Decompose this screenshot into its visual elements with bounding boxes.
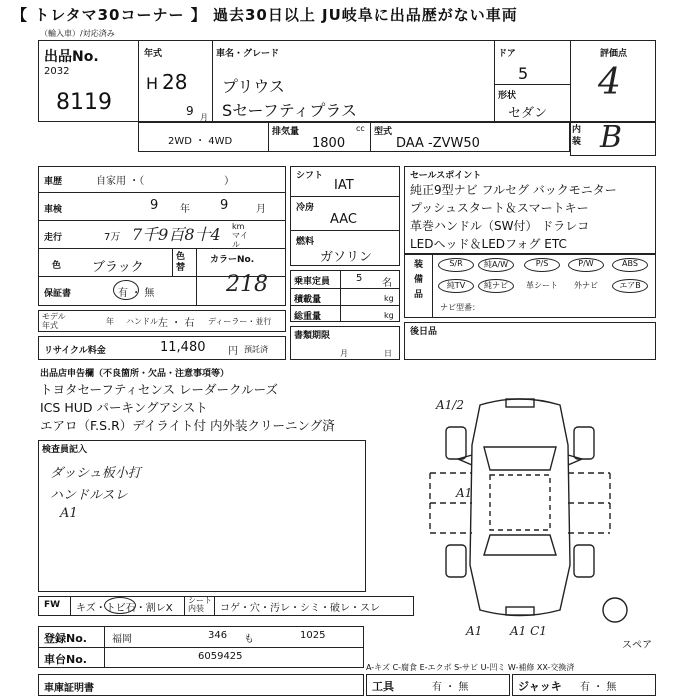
diagram-note-side: A1	[456, 486, 473, 500]
interior-label: 内装	[572, 125, 582, 147]
recycle-label: リサイクル料金	[44, 346, 106, 356]
declaration-line-1: トヨタセーフティセンス レーダークルーズ	[40, 382, 278, 397]
fw-circle	[104, 597, 136, 614]
chassis-label: 車台No.	[44, 653, 87, 666]
type-value: DAA -ZVW50	[396, 136, 480, 151]
diagram-note-bottom1: A1	[466, 624, 483, 638]
aircon-value: AAC	[330, 212, 357, 227]
warranty-circle	[113, 280, 139, 300]
chassis-value: 6059425	[198, 651, 243, 662]
declaration-label: 出品店申告欄（不良箇所・欠品・注意事項等）	[40, 369, 230, 379]
sales-line-4: LEDヘッド＆LEDフォグ ETC	[410, 237, 567, 251]
shift-value: IAT	[334, 178, 354, 193]
mileage-unit: km マイル	[232, 222, 248, 249]
tools-label: 工具	[372, 680, 394, 693]
doors-value: 5	[518, 64, 529, 83]
declaration-line-3: エアロ（F.S.R）デイライト付 内外装クリーニング済	[40, 418, 335, 433]
shift-label: シフト	[296, 171, 324, 181]
model-year-unit: 年	[106, 317, 114, 326]
cert-label: 車庫証明書	[44, 683, 94, 694]
mileage-value: 7万	[104, 232, 121, 243]
displacement-unit: cc	[356, 124, 365, 133]
history-value: 自家用 ・（ ）	[96, 176, 235, 187]
equip-airbag: エアB	[612, 279, 648, 293]
capacity-value: 5	[356, 273, 363, 284]
fuel-label: 燃料	[296, 237, 315, 247]
color-replace-label: 色替	[176, 252, 186, 273]
registration-num: 346	[208, 630, 228, 641]
equip-aw: 純A/W	[478, 258, 514, 272]
registration-code: 1025	[300, 630, 326, 641]
sales-line-1: 純正9型ナビ フルセグ バックモニター	[410, 183, 617, 197]
docs-month: 月	[340, 349, 348, 358]
sales-line-2: プッシュスタート＆スマートキー	[410, 201, 589, 215]
type-label: 型式	[374, 127, 393, 137]
displacement-value: 1800	[312, 136, 346, 151]
score-label: 評価点	[600, 49, 628, 59]
year-label: 年式	[144, 49, 163, 59]
equip-navi: 純ナビ	[478, 279, 514, 293]
inspector-label: 検査員記入	[42, 445, 88, 455]
recycle-unit: 円	[228, 346, 238, 357]
year-value: 28	[162, 70, 188, 94]
page-banner: 【 トレタマ30コーナー 】 過去30日以上 JU岐阜に出品歴がない車両	[0, 0, 700, 30]
spare-label: スペア	[622, 640, 652, 651]
model-name: プリウス	[222, 77, 285, 96]
model-year-label: モデル年式	[42, 312, 66, 330]
year-month: 9	[186, 104, 194, 118]
seat-label: シート内装	[188, 596, 212, 613]
year-month-unit: 月	[200, 113, 208, 122]
lot-label: 出品No.	[44, 49, 99, 65]
registration-label: 登録No.	[44, 632, 87, 645]
recycle-value: 11,480	[160, 340, 206, 355]
top-note: （輸入車）/対応済み	[40, 29, 115, 38]
equip-leather: 革シート	[526, 281, 558, 290]
warranty-label: 保証書	[44, 289, 72, 299]
inspector-note-1: ダッシュ板小打	[50, 466, 141, 481]
equip-sr: S/R	[438, 258, 474, 272]
equip-pw: P/W	[568, 258, 604, 272]
tools-value: 有 ・ 無	[432, 682, 469, 693]
interior-value: B	[600, 120, 623, 155]
drive-value: 2WD ・ 4WD	[168, 136, 233, 147]
displacement-label: 排気量	[272, 127, 300, 137]
inspection-year: 9	[150, 198, 159, 213]
load-label: 積載量	[294, 295, 322, 305]
recycle-deposit: 預託済	[244, 345, 268, 354]
dealer-label: ディーラー・並行	[208, 317, 272, 326]
year-era: H	[146, 74, 159, 93]
declaration-line-2: ICS HUD パーキングアシスト	[40, 400, 208, 415]
mileage-label: 走行	[44, 233, 63, 243]
lot-sub: 2032	[44, 66, 70, 77]
diagram-note-top: A1/2	[436, 398, 464, 412]
docs-day: 日	[384, 349, 392, 358]
sales-points-label: セールスポイント	[410, 171, 482, 181]
equip-ps: P/S	[524, 258, 560, 272]
name-label: 車名・グレード	[216, 49, 280, 59]
color-code-label: カラーNo.	[210, 255, 255, 265]
registration-kana: も	[244, 634, 254, 645]
rear-items-block	[404, 322, 656, 360]
diagram-note-bottom2: A1 C1	[510, 624, 547, 638]
navi-model-label: ナビ型番：	[440, 303, 480, 312]
color-label: 色	[52, 261, 62, 271]
gross-unit: kg	[384, 311, 394, 320]
interior-box	[570, 122, 656, 156]
fw-items: キズ・トビ石・割レX	[76, 603, 173, 614]
sales-line-3: 革巻ハンドル（SW付） ドラレコ	[410, 219, 590, 233]
history-label: 車歴	[44, 177, 63, 187]
capacity-label: 乗車定員	[294, 277, 331, 287]
rear-items-label: 後日品	[410, 327, 438, 337]
warranty-value: 有 ・ 無	[118, 288, 155, 299]
mileage-handwritten: 7千9百8十4	[132, 225, 221, 244]
grade-name: Sセーフティプラス	[222, 101, 357, 120]
inspection-month-unit: 月	[256, 204, 266, 215]
doors-label: ドア	[498, 49, 516, 59]
equip-abs: ABS	[612, 258, 648, 272]
handle-value: 左 ・ 右	[158, 318, 195, 329]
inspection-month: 9	[220, 198, 229, 213]
fuel-value: ガソリン	[320, 250, 373, 265]
color-code: 218	[226, 272, 268, 297]
handle-label: ハンドル	[126, 317, 158, 326]
capacity-unit: 名	[382, 278, 392, 289]
fw-label: FW	[44, 600, 61, 610]
docs-label: 書類期限	[294, 331, 331, 341]
inspection-label: 車検	[44, 205, 63, 215]
shape-label: 形状	[498, 91, 517, 101]
inspector-note-2: ハンドルスレ	[50, 488, 128, 503]
inspection-year-unit: 年	[180, 204, 190, 215]
jack-label: ジャッキ	[518, 680, 562, 693]
aircon-label: 冷房	[296, 203, 315, 213]
equip-ext-navi: 外ナビ	[574, 281, 598, 290]
car-diagram	[410, 385, 630, 630]
load-unit: kg	[384, 294, 394, 303]
equipment-label: 装備品	[414, 260, 424, 300]
color-value: ブラック	[92, 260, 144, 275]
seat-items: コゲ・穴・汚レ・シミ・破レ・スレ	[220, 603, 380, 614]
equip-tv: 純TV	[438, 279, 474, 293]
gross-label: 総重量	[294, 312, 322, 322]
inspector-note-3: A1	[60, 506, 78, 521]
shape-value: セダン	[508, 106, 548, 121]
jack-value: 有 ・ 無	[580, 682, 617, 693]
lot-number: 8119	[56, 90, 112, 115]
legend-text: A-キズ C-腐食 E-エクボ S-サビ U-凹ミ W-補修 XX-交換済	[366, 663, 575, 672]
score-value: 4	[598, 62, 621, 103]
registration-place: 福岡	[112, 634, 132, 645]
